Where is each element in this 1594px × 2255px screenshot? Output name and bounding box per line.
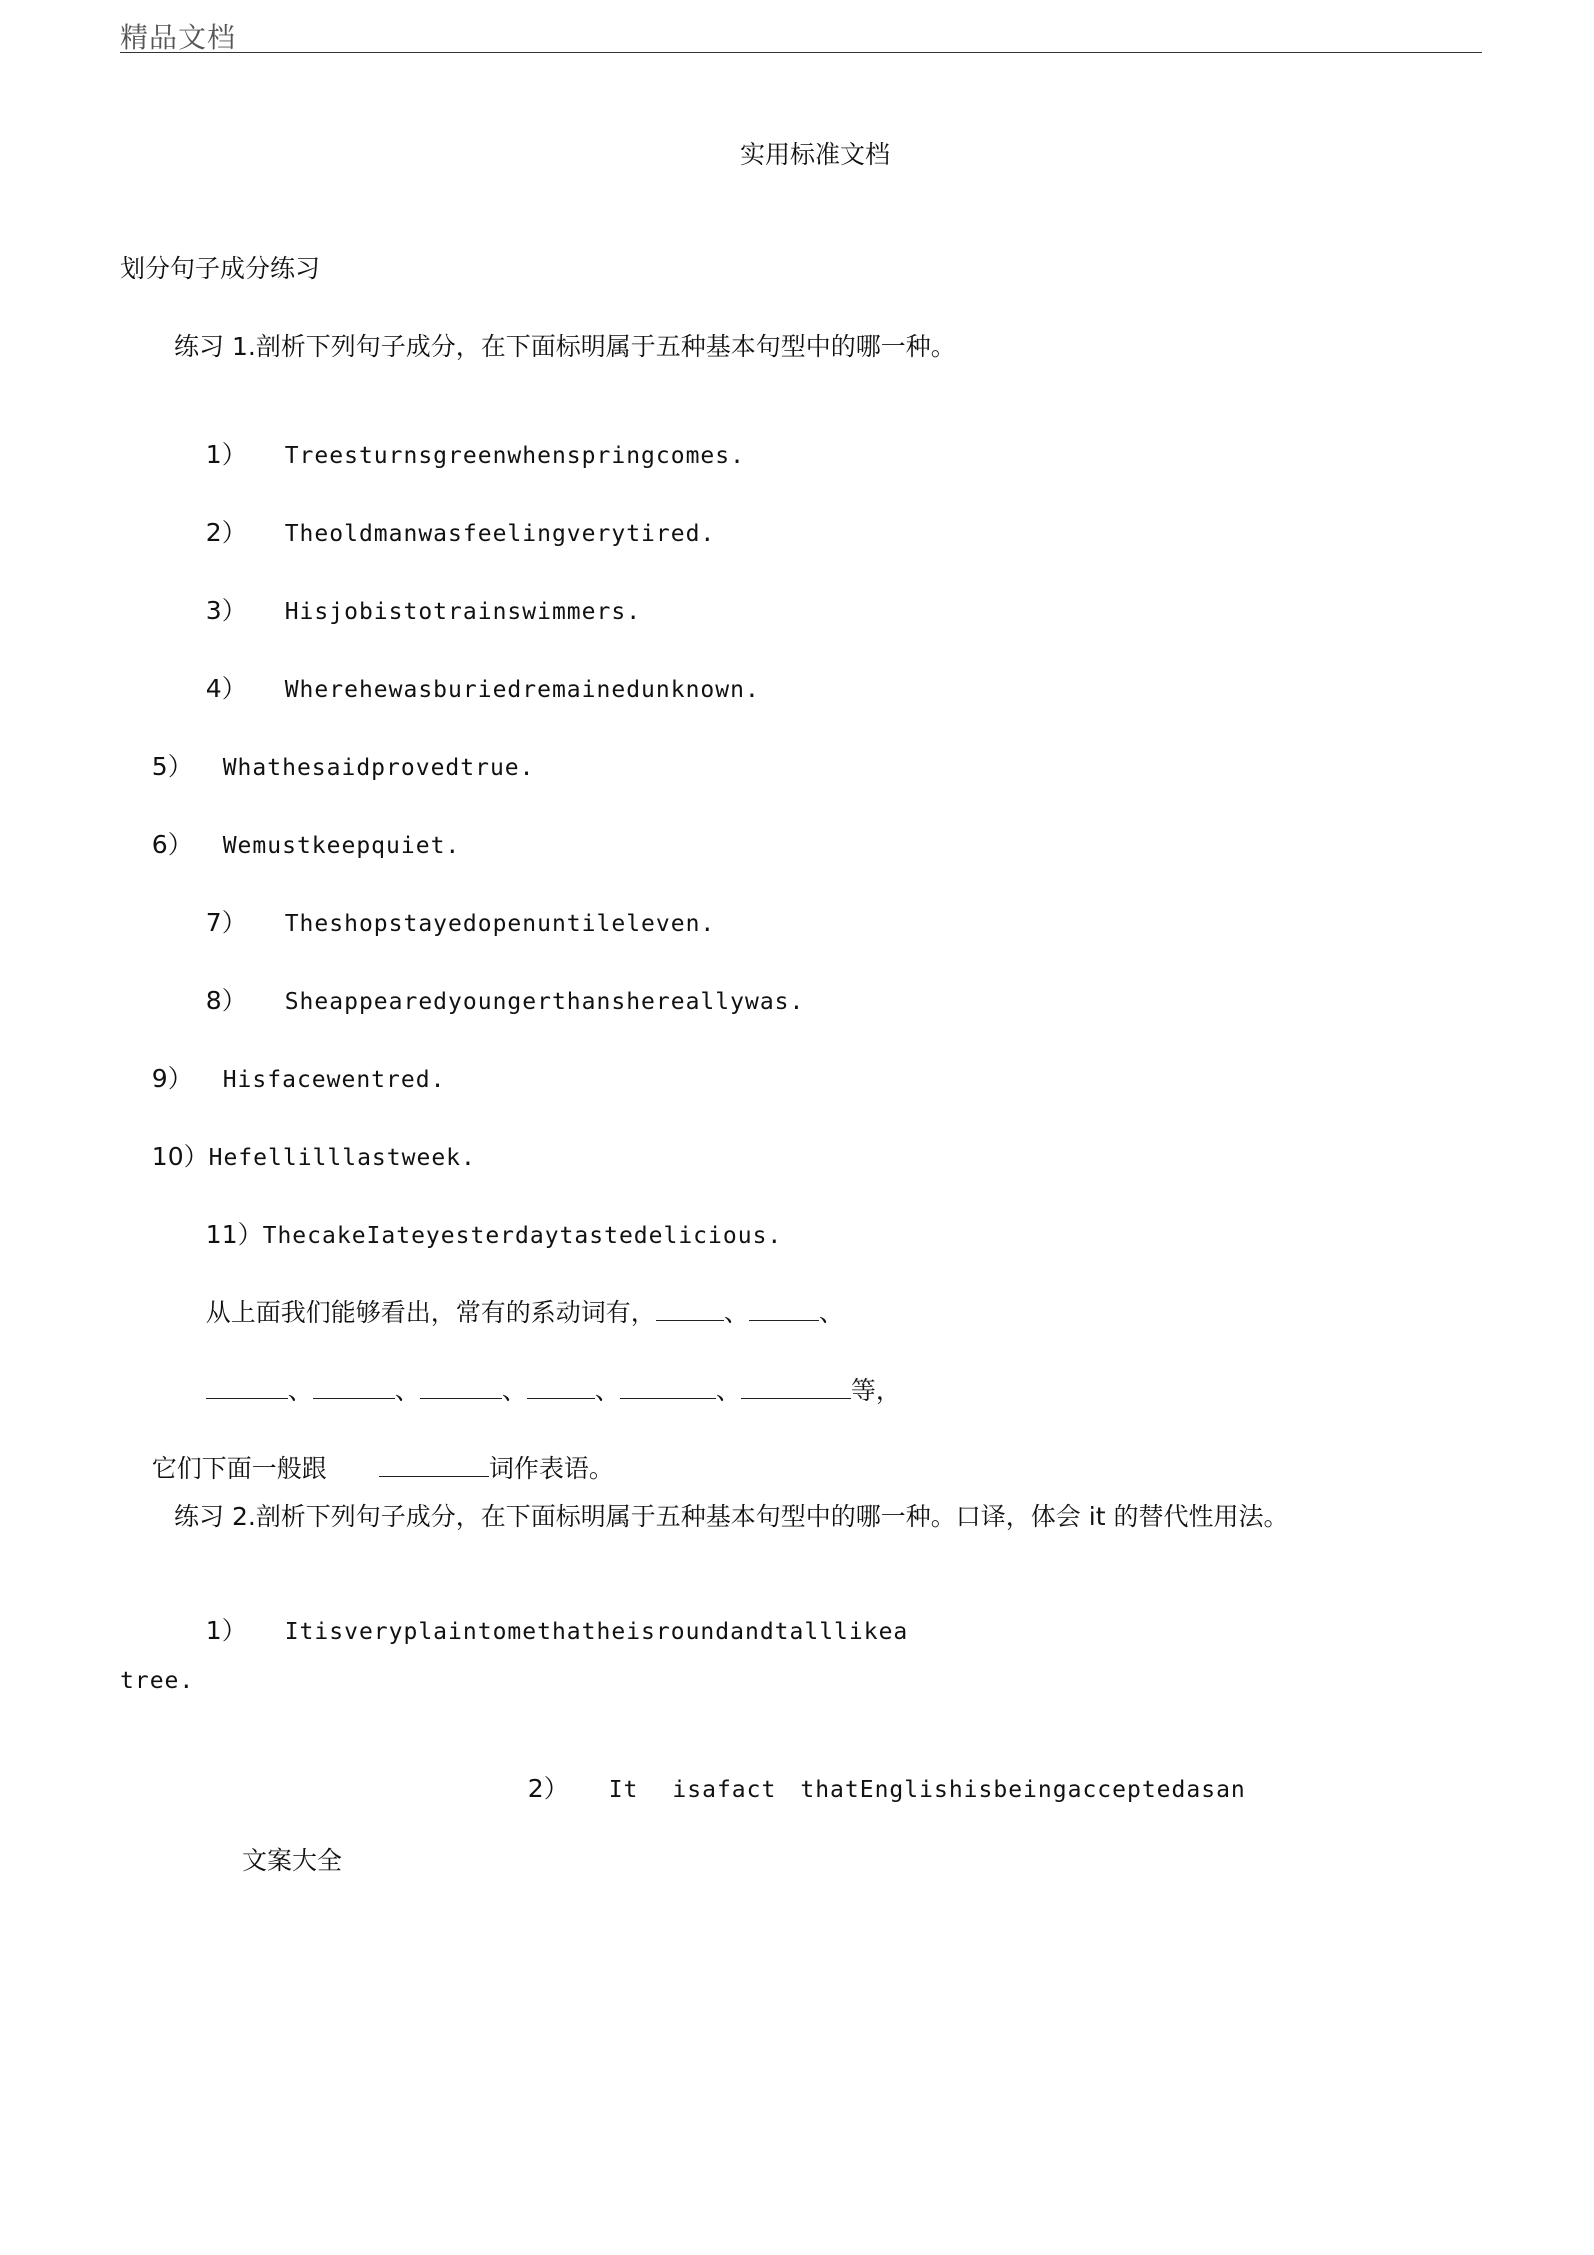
fill-line-2-suffix: 等， (850, 1376, 901, 1405)
answer-blank[interactable] (741, 1376, 851, 1399)
answer-blank[interactable] (620, 1376, 716, 1399)
answer-blank[interactable] (656, 1298, 724, 1321)
fill-line-3-suffix: 词作表语。 (488, 1454, 614, 1483)
item-sentence: Hefellilllastweek. (208, 1145, 476, 1171)
item-sentence: Wherehewasburiedremainedunknown. (284, 677, 760, 703)
item-number: 2） (205, 518, 247, 547)
item-number: 3） (205, 596, 247, 625)
item-sentence: Whathesaidprovedtrue. (222, 755, 535, 781)
item-number: 7） (205, 908, 247, 937)
list-item (174, 1586, 908, 1677)
item-sentence: Theshopstayedopenuntileleven. (284, 911, 716, 937)
item-sentence: Hisjobistotrainswimmers. (284, 599, 642, 625)
exercise-2-instruction: 练习 2.剖析下列句子成分，在下面标明属于五种基本句型中的哪一种。口译，体会 it 的替代性用法。 (174, 1502, 1289, 1531)
separator: 、 (287, 1376, 313, 1405)
item-number: 9） (151, 1064, 193, 1093)
doc-title: 实用标准文档 (740, 140, 891, 169)
item-sentence: Sheappearedyoungerthanshereallywas. (284, 989, 805, 1015)
fill-blank-line-2 (174, 1346, 901, 1436)
item-number: 1） (205, 440, 247, 469)
separator: 、 (723, 1298, 749, 1327)
separator: 、 (594, 1376, 620, 1405)
item-number: 5） (151, 752, 193, 781)
item-sentence: Wemustkeepquiet. (222, 833, 461, 859)
item-number: 10） (151, 1142, 209, 1171)
item-word: thatEnglishisbeingacceptedasan (800, 1777, 1246, 1803)
item-sentence-continuation: tree. (120, 1668, 195, 1694)
separator: 、 (818, 1298, 844, 1327)
fill-blank-line-1 (174, 1268, 844, 1358)
item-sentence: ThecakeIateyesterdaytastedelicious. (262, 1223, 783, 1249)
section-title: 划分句子成分练习 (120, 254, 321, 283)
answer-blank[interactable] (313, 1376, 395, 1399)
answer-blank[interactable] (420, 1376, 502, 1399)
header-label: 精品文档 (120, 21, 237, 54)
fill-line-3-prefix: 它们下面一般跟 (151, 1454, 327, 1483)
item-number: 4） (205, 674, 247, 703)
answer-blank[interactable] (527, 1376, 595, 1399)
item-number: 8） (205, 986, 247, 1015)
fill-line-1-prefix: 从上面我们能够看出，常有的系动词有， (205, 1298, 656, 1327)
item-number: 2） (527, 1774, 569, 1803)
item-sentence: Theoldmanwasfeelingverytired. (284, 521, 716, 547)
item-sentence: Hisfacewentred. (222, 1067, 446, 1093)
answer-blank[interactable] (379, 1454, 489, 1477)
separator: 、 (394, 1376, 420, 1405)
exercise-1-instruction: 练习 1.剖析下列句子成分，在下面标明属于五种基本句型中的哪一种。 (174, 332, 956, 361)
separator: 、 (501, 1376, 527, 1405)
item-number: 11） (205, 1220, 263, 1249)
answer-blank[interactable] (206, 1376, 288, 1399)
header-divider (120, 52, 1482, 53)
answer-blank[interactable] (749, 1298, 819, 1321)
item-word: isafact (672, 1777, 777, 1803)
item-sentence: Treesturnsgreenwhenspringcomes. (284, 443, 745, 469)
item-number: 6） (151, 830, 193, 859)
footer-label: 文案大全 (242, 1846, 343, 1875)
item-number: 1） (205, 1616, 247, 1645)
fill-blank-line-3 (120, 1424, 614, 1514)
item-word: It (608, 1777, 639, 1803)
item-sentence: Itisveryplaintomethatheisroundandtalllikea (284, 1619, 909, 1645)
separator: 、 (715, 1376, 741, 1405)
list-item (496, 1744, 1246, 1835)
